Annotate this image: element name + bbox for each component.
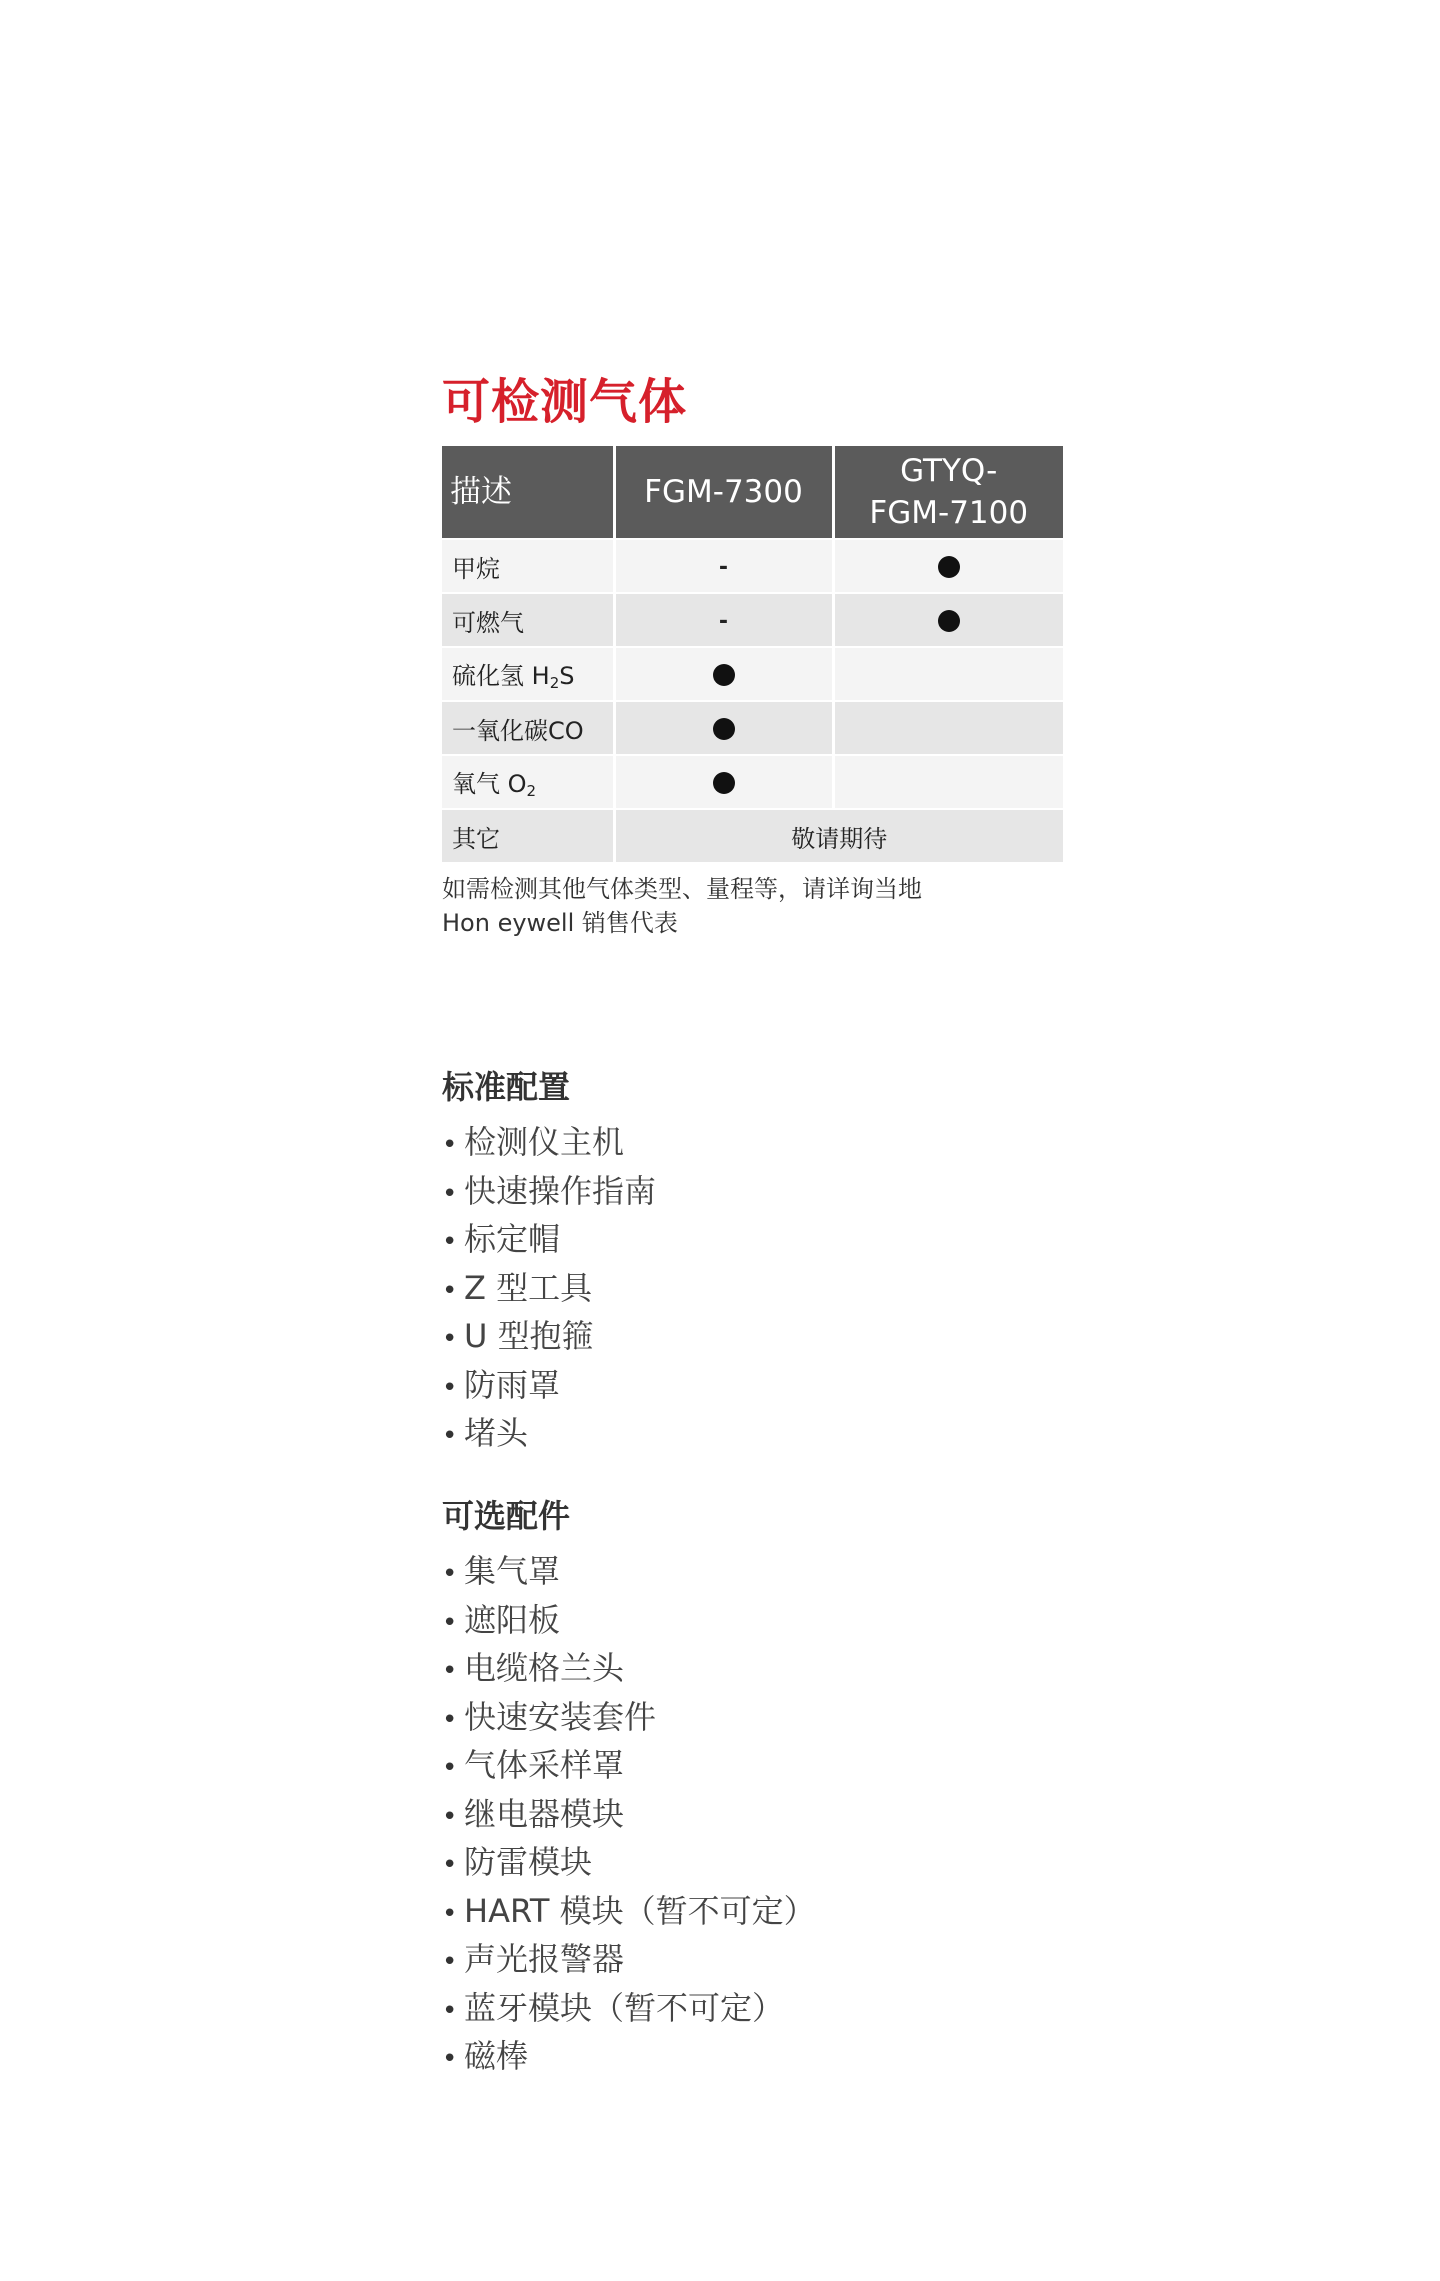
list-item [442,1840,816,1889]
list-item [442,1411,656,1460]
note-line-1: 如需检测其他气体类型、量程等，请详询当地 [442,875,922,903]
list-item [442,1598,816,1647]
section-title: 可检测气体 [442,374,688,430]
supported-dot-icon [938,610,960,632]
supported-dot-icon [713,664,735,686]
list-item [442,1646,816,1695]
list-item-label: 集气罩 [464,1552,561,1590]
list-item [442,1266,656,1315]
header-gtyq-fgm-7100: GTYQ- FGM-7100 [833,446,1063,539]
cell-fgm-7100 [833,647,1063,701]
cell-coming-soon: 敬请期待 [614,809,1063,862]
list-item-label: HART 模块（暂不可定） [464,1891,816,1930]
row-label: 氧气 $O_2$ [442,755,614,809]
table-row [442,701,1063,755]
list-item-label: Z 型工具 [464,1268,593,1307]
row-label: 可燃气 [442,593,614,647]
note-line-2: Hon eywell 销售代表 [442,909,678,937]
table-row [442,809,1063,862]
list-item [442,1937,816,1986]
cell-fgm-7300 [614,647,833,701]
bullet-icon: • [442,1850,458,1880]
header-description: 描述 [442,446,614,539]
cell-fgm-7300: - [614,593,833,647]
bullet-icon: • [442,1607,458,1638]
list-item-label: U 型抱箍 [464,1317,594,1355]
list-item [442,1792,816,1841]
cell-fgm-7100 [833,701,1063,755]
list-item-label: 防雷模块 [464,1843,593,1881]
list-item [442,1743,816,1792]
table-row [442,755,1063,809]
list-item-label: 检测仪主机 [464,1123,625,1161]
table-row [442,647,1063,701]
table-note [442,872,1042,940]
row-label: 硫化氢 $H_2S$ [442,647,614,701]
gas-table [442,446,1063,862]
supported-dot-icon [938,556,960,578]
optional-accessories-list [442,1549,816,2083]
list-item [442,1889,816,1938]
list-item-label: 遮阳板 [464,1600,561,1639]
bullet-icon: • [442,1995,458,2026]
bullet-icon: • [442,1801,458,1832]
cell-fgm-7100 [833,755,1063,809]
list-item [442,1120,656,1169]
bullet-icon: • [442,1275,458,1306]
standard-config-list [442,1120,656,1460]
bullet-icon: • [442,1421,458,1451]
bullet-icon: • [442,1947,458,1977]
table-row [442,593,1063,647]
bullet-icon: • [442,2044,458,2074]
cell-fgm-7100 [833,593,1063,647]
row-label: 其它 [442,809,614,862]
list-item-label: 电缆格兰头 [464,1649,625,1687]
bullet-icon: • [442,1898,458,1929]
list-item [442,1549,816,1598]
cell-fgm-7300 [614,701,833,755]
list-item-label: 防雨罩 [464,1365,561,1404]
list-item [442,1986,816,2035]
bullet-icon: • [442,1227,458,1257]
bullet-icon: • [442,1753,458,1783]
list-item-label: 蓝牙模块（暂不可定） [464,1988,785,2027]
bullet-icon: • [442,1704,458,1735]
cell-fgm-7300: - [614,539,833,593]
bullet-icon: • [442,1130,458,1160]
table-row [442,539,1063,593]
standard-config-title: 标准配置 [442,1068,571,1106]
list-item [442,1695,816,1744]
optional-accessories-title: 可选配件 [442,1497,571,1535]
row-label: 甲烷 [442,539,614,593]
supported-dot-icon [713,772,735,794]
bullet-icon: • [442,1656,458,1686]
bullet-icon: • [442,1324,458,1354]
list-item [442,1169,656,1218]
list-item [442,1363,656,1412]
header-fgm-7300: FGM-7300 [614,446,833,539]
row-label: 一氧化碳CO [442,701,614,755]
bullet-icon: • [442,1372,458,1403]
list-item-label: 堵头 [464,1414,529,1452]
list-item-label: 声光报警器 [464,1940,625,1978]
list-item-label: 磁棒 [464,2037,529,2075]
cell-fgm-7100 [833,539,1063,593]
list-item-label: 快速安装套件 [464,1697,657,1736]
bullet-icon: • [442,1559,458,1589]
list-item-label: 气体采样罩 [464,1746,625,1784]
list-item-label: 标定帽 [464,1220,561,1258]
list-item [442,1217,656,1266]
supported-dot-icon [713,718,735,740]
cell-fgm-7300 [614,755,833,809]
list-item [442,1314,656,1363]
list-item [442,2034,816,2083]
table-header-row [442,446,1063,539]
bullet-icon: • [442,1178,458,1209]
list-item-label: 快速操作指南 [464,1171,657,1210]
list-item-label: 继电器模块 [464,1794,625,1833]
